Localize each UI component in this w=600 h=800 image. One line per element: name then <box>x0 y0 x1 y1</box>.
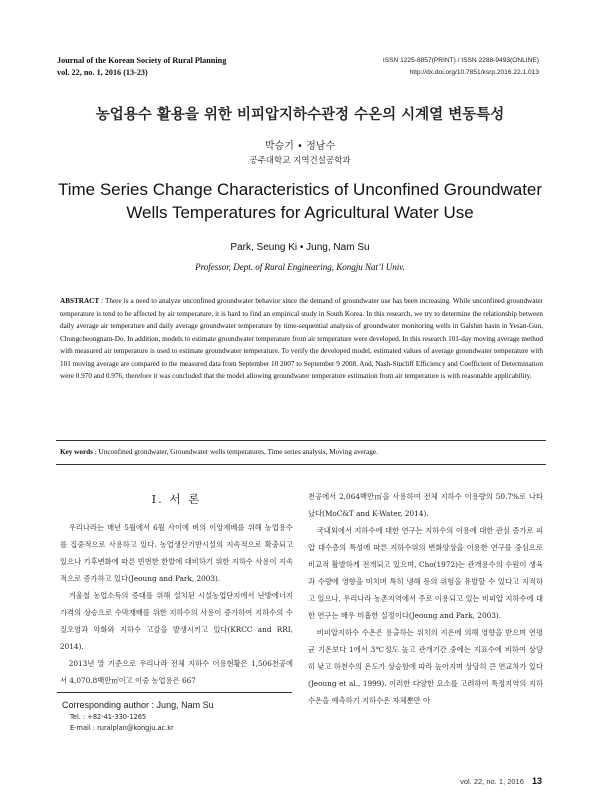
korean-authors: 박승기 • 정남수 <box>264 141 336 152</box>
paragraph: 2013년 말 기준으로 우리나라 전체 지하수 이용현황은 1,506천공에서 4,070.8백만㎥이고 이중 농업용은 667 <box>60 659 293 685</box>
footnote-divider <box>57 692 292 693</box>
english-title-line: Time Series Change Characteristics of Unconfined Groundwater <box>57 180 543 199</box>
english-title <box>0 178 600 224</box>
paragraph: 국내외에서 지하수에 대한 연구는 지하수의 이용에 대한 관심 증가로 피압 대수층의 특성에 따른 지하수위의 변화양상을 이용한 연구를 중심으로 비교적 활발하게 전개되고 있으며, Cho(1972)는 관개용수의 수원이 생육과 수량에 영향을 미치며 특히 냉해 등의 위험을 유발할 수 있다고 지적하고 있으나, 우리나라 농촌지역에서 주로 이용되고 있는 비피압 지하수에 대한 연구는 매우 미흡한 실정이다(Jeoung and Park, 2003). <box>308 526 543 620</box>
english-authors: Park, Seung Ki • Jung, Nam Su <box>230 242 370 253</box>
left-column <box>60 519 293 689</box>
korean-affiliation: 공주대학교 지역건설공학과 <box>249 156 351 166</box>
journal-name: Journal of the Korean Society of Rural Planning <box>57 56 227 65</box>
issn-header <box>383 55 539 79</box>
keywords-label: Key words <box>60 448 93 456</box>
paragraph: 천공에서 2,064백만㎥을 사용하여 전체 지하수 이용량의 50.7%로 나타났다(MoC&T and K-Water, 2014). <box>308 492 543 518</box>
footer-issue: vol. 22, no. 1, 2016 <box>460 777 524 786</box>
keywords-text: : Unconfined grondwater, Groundwater wells temperatures, Time series analysis, Moving average. <box>94 448 378 456</box>
keywords <box>60 447 543 458</box>
abstract-label: ABSTRACT <box>60 297 100 305</box>
page-footer <box>460 776 542 786</box>
paragraph: 우리나라는 매년 5월에서 6월 사이에 벼의 이앙재배를 위해 농업용수를 집중적으로 사용하고 있다. 농업생산기반시설의 지속적으로 확충되고 있으나 기후변화에 따른 빈번한 한발에 대비하기 위한 지하수 사용이 지속적으로 증가하고 있다(Jeoung and Park, 2003). <box>60 523 293 583</box>
issn: ISSN 1225-8857(PRINT) / ISSN 2288-9493(ONLINE) <box>382 57 539 64</box>
doi-link[interactable]: http://dx.doi.org/10.7851/ksrp.2016.22.1.013 <box>409 69 539 76</box>
korean-title: 농업용수 활용을 위한 비피압지하수관정 수온의 시계열 변동특성 <box>95 107 505 123</box>
section-heading: I. 서 론 <box>151 492 202 506</box>
divider <box>56 440 546 441</box>
page-number: 13 <box>531 776 542 786</box>
abstract <box>60 295 543 383</box>
divider <box>56 464 546 465</box>
paragraph: 비피압지하수 수온은 용출하는 위치의 지온에 의해 영향을 받으며 연평균 기온보다 1에서 3℃정도 높고 관개기간 중에는 지표수에 비하여 상당히 낮고 하천수의 온도가 상승함에 따라 높아지며 상당히 큰 연교차가 있다(Jeoung et al., 1999). 이러한 다양한 요소를 고려하여 특정지역의 지하수온을 예측하기 지하수온 자체뿐만 아 <box>308 628 543 705</box>
author-email[interactable]: E-mail : ruralplan@kongju.ac.kr <box>70 724 174 732</box>
english-title-line: Wells Temperatures for Agricultural Water Use <box>126 203 474 222</box>
corresponding-author: Corresponding author : Jung, Nam Su <box>62 700 214 710</box>
corresponding-author-footnote <box>62 698 297 734</box>
abstract-text: : There is a need to analyze unconfined groundwater behavior since the demand of groundwater use has been increasing. While unconfined groundwater temperature is tend to be affected by air temperature, it is hard to find an empirical study in South Korea. In this research, we try to determine the relationship between daily average air temperature and daily average groundwater temperature by time-sequential analysis of groundwater monitoring wells in Galshin basin in Yesan-Gun, Chungcheongnam-Do. In addition, models to estimate groundwater temperature from air temperature were developed. In this research 101-day moving average method with measured air temperature is used to estimate groundwater temperature. To verify the developed model, estimated values of average groundwater temperature with 101 moving average are compared to the measured data from September 10 2007 to September 9 2008. And, Nash-Stucliff Efficiency and Coefficient of Determination were 0.970 and 0.976, therefore it was concluded that the model allowing groundwater temperature estimation from air temperature is with reasonable applicability. <box>60 297 544 380</box>
journal-volume: vol. 22, no. 1, 2016 (13-23) <box>57 68 148 77</box>
author-tel: Tel. : +82-41-330-1265 <box>70 713 147 721</box>
paragraph: 겨울철 농업소득의 증대를 위해 설치된 시설농업단지에서 난방에너지 가격의 상승으로 수막재배를 위한 지하수의 사용이 증가하여 지하수의 수질오염과 악화와 지하수 고갈을 발생시키고 있다(KRCC and RRI, 2014). <box>60 591 293 651</box>
journal-header <box>57 55 226 79</box>
right-column <box>308 488 543 709</box>
english-affiliation: Professor, Dept. of Rural Engineering, Kongju Nat’l Univ. <box>195 262 405 272</box>
